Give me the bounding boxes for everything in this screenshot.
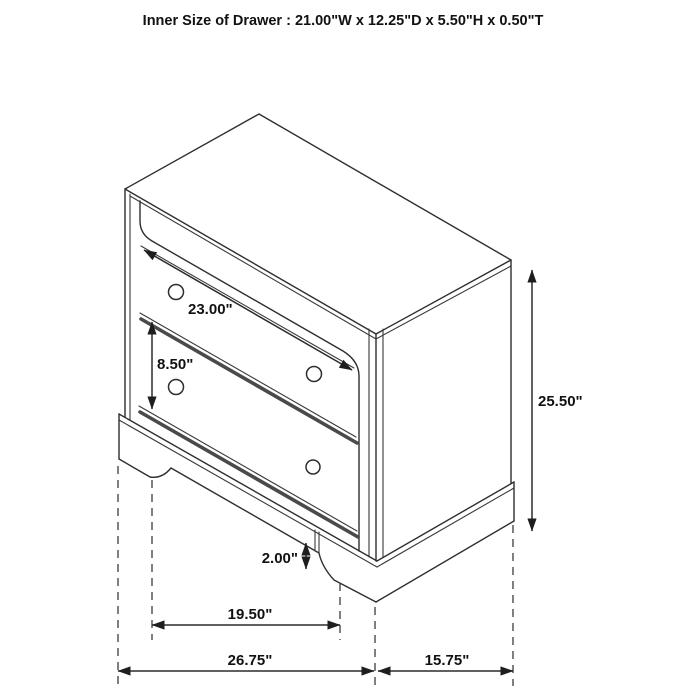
top-face xyxy=(125,114,511,334)
base-top-edge-front xyxy=(119,414,377,561)
base-bottom-profile-bracket-feet xyxy=(119,459,376,602)
dim-overall-width xyxy=(118,652,374,671)
dim-foot-span xyxy=(152,606,340,625)
dim-label-drawer-face-height: 8.50" xyxy=(157,356,194,373)
dim-drawer-width xyxy=(144,250,352,370)
dim-label-drawer-width: 23.00" xyxy=(188,301,233,318)
base-band-front xyxy=(119,420,377,567)
drawer-1-right-knob xyxy=(307,367,322,382)
base-bottom-edge-side xyxy=(376,521,514,602)
dim-label-overall-depth: 15.75" xyxy=(424,652,470,669)
dim-drawer-face-height xyxy=(152,322,193,409)
drawer-1-left-knob xyxy=(169,285,184,300)
dim-line-drawer-width xyxy=(144,250,352,370)
dim-overall-depth xyxy=(378,652,513,671)
drawer-2-right-knob xyxy=(306,460,320,474)
diagram-title: Inner Size of Drawer : 21.00"W x 12.25"D x 5.50"H x 0.50"T xyxy=(142,13,544,29)
dimension-annotations xyxy=(118,250,583,671)
dim-label-overall-width: 26.75" xyxy=(227,652,273,669)
dim-overall-height xyxy=(532,270,583,531)
dim-label-foot-span: 19.50" xyxy=(227,606,273,623)
dim-foot-height xyxy=(262,543,306,569)
base-top-edge-side xyxy=(377,482,514,561)
drawer-divider-rail-2 xyxy=(140,412,358,537)
dim-label-foot-height: 2.00" xyxy=(261,550,298,567)
dim-label-overall-height: 25.50" xyxy=(538,393,583,410)
base-band-side xyxy=(377,488,514,567)
drawer-1-bottom-edge xyxy=(140,313,356,437)
drawer-2-left-knob xyxy=(169,380,184,395)
